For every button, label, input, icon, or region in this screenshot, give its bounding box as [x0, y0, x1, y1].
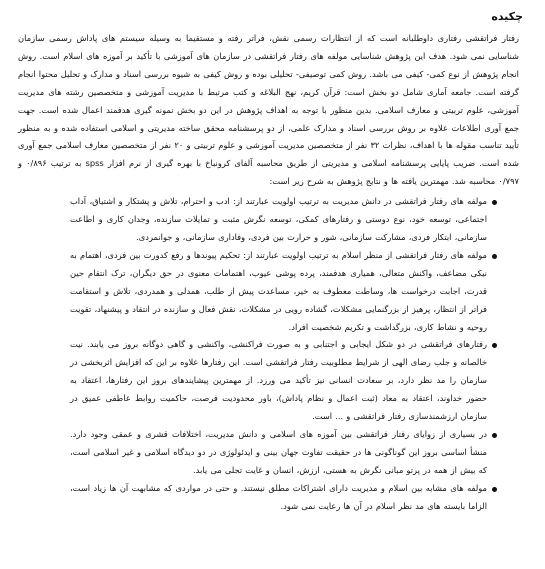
finding-text: مولفه های رفتار فراتقشی در دانش مدیریت به ترتیب اولویت عبارتند از: ادب و احترام، تلاش و پشتکار و اشتیاق، آداب اجتماعی، توسعه خود، نوع دوستی و رفتارهای کمکی، توسعه نگرش مثبت و تمایلات سازنده، وجدان کاری و اطاعت سازمانی، ابتکار فردی، مشارکت سازمانی، شور و حرارت بین فردی، وفاداری سازمانی، و جوانمردی. — [70, 196, 487, 242]
finding-text: مولفه های مشابه بین اسلام و مدیریت دارای اشتراکات مطلق نیستند. و حتی در مواردی که مشابهت آن ها زیاد است، الزاما بایسته های مد نظر اسلام در آن ها رعایت نمی شود. — [70, 482, 487, 511]
finding-item — [16, 480, 527, 516]
bullet-icon — [492, 200, 497, 205]
finding-item — [16, 426, 527, 480]
finding-text: مولفه های رفتار فراتقشی از منظر اسلام به ترتیب اولویت عبارتند از: تحکیم پیوندها و رفع کدورت بین فردی، اهتمام به نیکی مضاعف، واکنش متعالی، همیاری هدفمند، پرده پوشی عیوب، اهتمامات معنوی در حق دیگران، ترک انتقام حین قدرت، اجابت درخواست ها، وساطت معطوف به خیر، مساعدت پیش از طلب، همدلی و همدردی، تلاش و استقامت فراتر از انتظار، پرهیز از بزرگنمایی مشکلات، گشاده رویی در مشکلات، نقش فعال و سازنده در انتقاد و پیشنهاد، تقویت روحیه و نشاط کاری، بزرگداشت و تکریم شخصیت افراد. — [70, 249, 487, 332]
abstract-heading: چکیده — [491, 10, 523, 23]
bullet-icon — [492, 487, 497, 492]
finding-item — [16, 193, 527, 247]
finding-text: در بسیاری از زوایای رفتار فراتقشی بین آموزه های اسلامی و دانش مدیریت، اختلافات قشری و عمقی وجود دارد. منشأ اساسی بروز این گوناگونی ها در حقیقت تفاوت جهان بینی و ایدئولوژی در دو دیدگاه اسلامی و غیر اسلامی است، که بیش از همه در پرتو مبانی نگرش به هستی، ارزش، انسان و غایت تجلی می یابد. — [70, 428, 487, 475]
finding-item — [16, 336, 527, 426]
abstract-paragraph: رفتار فراتقشی رفتاری داوطلبانه است که از انتظارات رسمی نقش، فراتر رفته و مستقیما به وسیله سیستم های پاداش رسمی سازمان شناسایی نمی شود. هدف این پژوهش شناسایی مولفه های رفتار فراتقشی در سازمان های آموزشی با تأکید بر آموزه های اسلام است. روش انجام پژوهش از نوع کمی- کیفی می باشد. روش کمی توصیفی- تحلیلی بوده و روش کیفی به شیوه بررسی اسناد و مدارک و تحلیل محتوا انجام گرفته است. جامعه آماری شامل دو بخش است: قرآن کریم، نهج البلاغه و کتب مرتبط با مدیریت آموزشی و متخصصین رشته های مدیریت آموزشی، علوم تربیتی و معارف اسلامی. بدین منظور با توجه به اهداف پژوهش در این دو بخش نمونه گیری هدفمند اعمال شده است. جهت جمع آوری اطلاعات علاوه بر روش بررسی اسناد و مدارک علمی، از دو پرسشنامه محقق ساخته مدیریتی و اسلامی استفاده شده و به منظور تأیید تناسب مقوله ها با اهداف، نظرات ۳۲ نفر از متخصصین مدیریت آموزشی و علوم تربیتی و ۲۰ نفر از متخصصین معارف اسلامی جمع آوری شده است. ضریب پایایی پرسشنامه اسلامی و مدیریتی از طریق محاسبه آلفای کرونباخ با بهره گیری از نرم افزار spss به ترتیب ۰/۸۹۶ و ۰/۷۹۷ محاسبه شد. مهمترین یافته ها و نتایج پژوهش به شرح زیر است: — [18, 33, 519, 187]
bullet-icon — [492, 433, 497, 438]
bullet-icon — [492, 343, 497, 348]
bullet-icon — [492, 254, 497, 259]
finding-text: رفتارهای فراتقشی در دو شکل ایجابی و اجتنابی و به صورت فراکنشی، واکنشی و گاهی دوگانه بروز می یابند. نیت خالصانه و جلب رضای الهی از شرایط مطلوبیت رفتار فراتقشی است. این رفتارها علاوه بر این که افزایش اثربخشی در سازمان را مد نظر دارد، بر سعادت انسانی نیز تأکید می ورزد. از مهمترین پیشایندهای بروز این رفتارها، اعتقاد به حضور خداوند، اعتقاد به معاد (ثبت اعمال و نظام پاداش)، باور محدودیت فرصت، حاکمیت روابط عاطفی عمیق در سازمان ارزشمندسازی رفتار فراتقشی و ... است. — [70, 339, 487, 422]
findings-list — [16, 193, 527, 515]
finding-item — [16, 247, 527, 337]
